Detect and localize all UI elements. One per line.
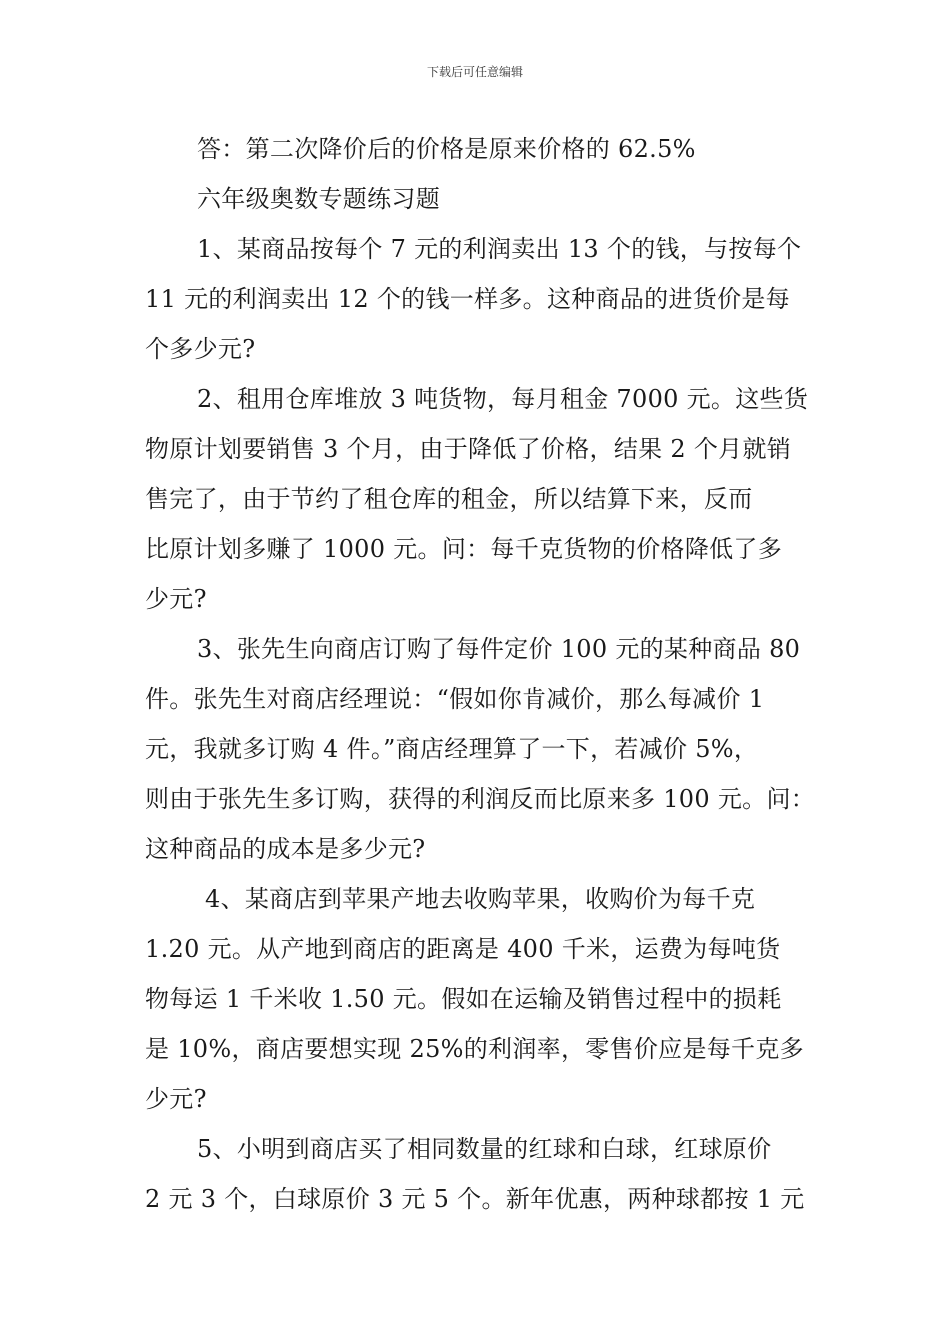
section-title: 六年级奥数专题练习题 xyxy=(197,185,440,213)
problem-2-line-1: 2、租用仓库堆放 3 吨货物，每月租金 7000 元。这些货 xyxy=(197,385,809,413)
problem-3-line-4: 则由于张先生多订购，获得的利润反而比原来多 100 元。问： xyxy=(145,785,816,813)
problem-3-line-5: 这种商品的成本是多少元? xyxy=(145,835,426,863)
problem-2-line-3: 售完了，由于节约了租仓库的租金，所以结算下来，反而 xyxy=(145,485,753,513)
problem-4-line-3: 物每运 1 千米收 1.50 元。假如在运输及销售过程中的损耗 xyxy=(145,985,782,1013)
problem-4-line-2: 1.20 元。从产地到商店的距离是 400 千米，运费为每吨货 xyxy=(145,935,781,963)
problem-2-line-5: 少元? xyxy=(145,585,207,613)
problem-4-line-4: 是 10%，商店要想实现 25%的利润率，零售价应是每千克多 xyxy=(145,1035,804,1063)
problem-3-line-3: 元，我就多订购 4 件。”商店经理算了一下，若减价 5%， xyxy=(145,735,759,763)
problem-2-line-2: 物原计划要销售 3 个月，由于降低了价格，结果 2 个月就销 xyxy=(145,435,792,463)
problem-3-line-1: 3、张先生向商店订购了每件定价 100 元的某种商品 80 xyxy=(197,635,801,663)
problem-1-line-3: 个多少元? xyxy=(145,335,256,363)
answer-line: 答：第二次降价后的价格是原来价格的 62.5% xyxy=(197,135,696,163)
problem-5-line-1: 5、小明到商店买了相同数量的红球和白球，红球原价 xyxy=(197,1135,772,1163)
problem-1-line-2: 11 元的利润卖出 12 个的钱一样多。这种商品的进货价是每 xyxy=(145,285,790,313)
problem-3-line-2: 件。张先生对商店经理说：“假如你肯减价，那么每减价 1 xyxy=(145,685,765,713)
problem-1-line-1: 1、某商品按每个 7 元的利润卖出 13 个的钱，与按每个 xyxy=(197,235,802,263)
problem-2-line-4: 比原计划多赚了 1000 元。问：每千克货物的价格降低了多 xyxy=(145,535,783,563)
problem-4-line-5: 少元? xyxy=(145,1085,207,1113)
document-body xyxy=(145,124,815,1224)
problem-4-line-1: 4、某商店到苹果产地去收购苹果，收购价为每千克 xyxy=(205,885,756,913)
problem-5-line-2: 2 元 3 个，白球原价 3 元 5 个。新年优惠，两种球都按 1 元 xyxy=(145,1185,805,1213)
page-header: 下载后可任意编辑 xyxy=(426,65,523,79)
